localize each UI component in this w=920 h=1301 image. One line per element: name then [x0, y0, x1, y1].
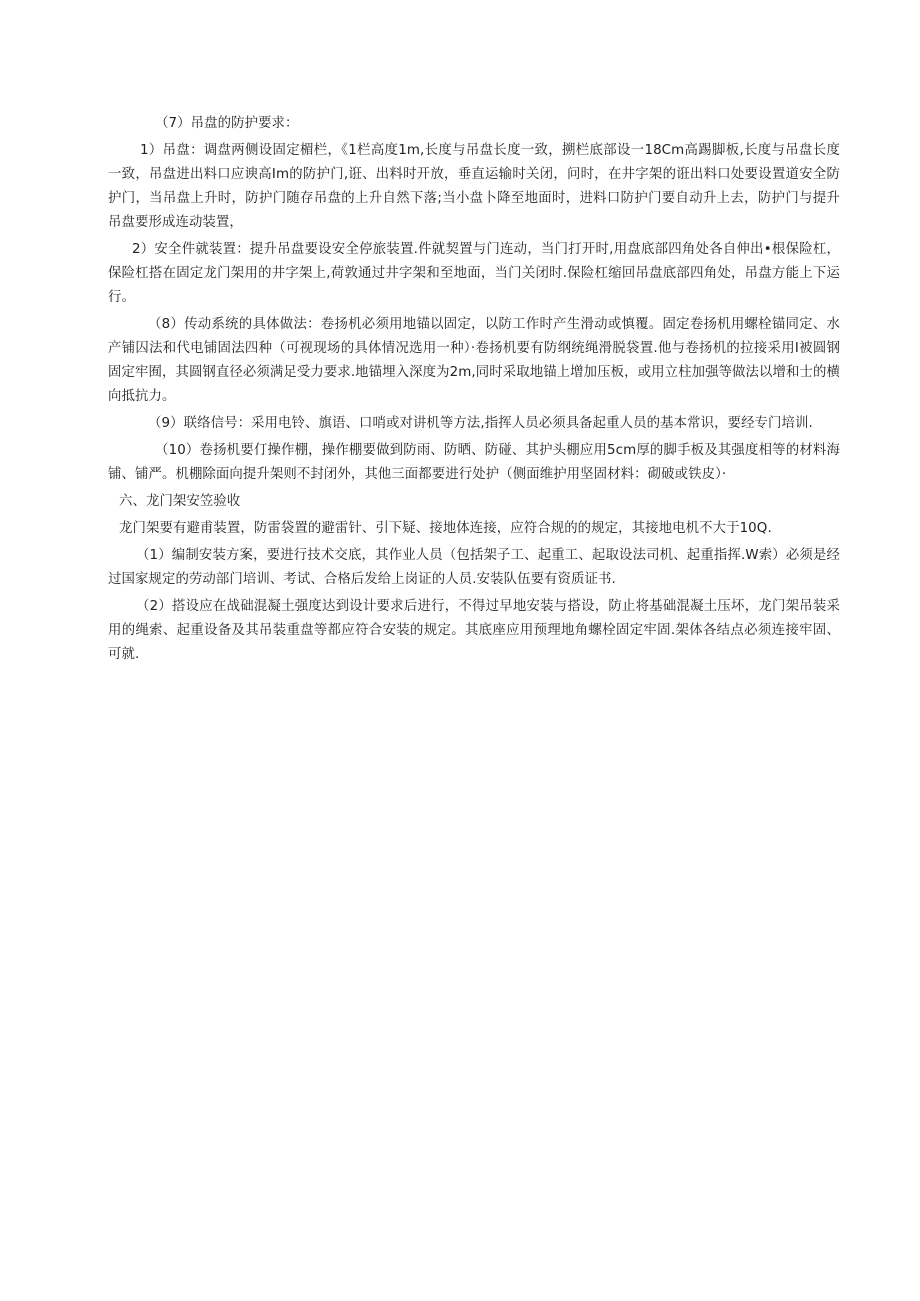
- paragraph-signals: （9）联络信号：采用电铃、旗语、口哨或对讲机等方法,指挥人员必须具备起重人员的基本常识，要经专门培训.: [148, 416, 813, 431]
- paragraph-erection: （2）搭设应在战础混凝土强度达到设计要求后进行，不得过早地安装与搭设，防止将基础混凝土压坏，龙门架吊装采用的绳索、起重设备及其吊装重盘等都应符合安装的规定。其底座应用预理地角螺栓固定牢固.架体各结点必须连接牢固、可就.: [108, 599, 840, 662]
- document-body: [108, 112, 840, 667]
- paragraph-installation-plan: （1）编制安装方案，要进行技术交底，其作业人员（包括架子工、起重工、起取设法司机、起重指挥.W索）必须是经过国家规定的劳动部门培训、考试、合格后发给上岗证的人员.安装队伍要有资质证书.: [108, 548, 840, 587]
- paragraph-hoist-cage: 1）吊盘：调盘两侧设固定楣栏，《1栏高度1m,长度与吊盘长度一致，搠栏底部设一18Cm高踢脚板,长度与吊盘长度一致，吊盘进出料口应谀高Im的防护门,诳、出料时开放，垂直运输时关闭，问时，在井字架的诳出料口处要设置道安全防护门，当吊盘上升时，防护门随存吊盘的上升自然下落;当小盘卜降至地面时，进料口防护门要自动升上去，防护门与提升吊盘要形成连动装置，: [108, 143, 840, 230]
- paragraph-winch-shed: （10）卷扬机要仃操作棚，操作棚要做到防雨、防晒、防碰、其护头棚应用5cm厚的脚手板及其强度相等的材料海铺、铺严。机棚除面向提升架则不封闭外，其他三面都要进行处护（侧面维护用坚固材料：砌破或铁皮）·: [108, 443, 840, 482]
- section-heading-acceptance: 六、龙门架安笠验收: [119, 494, 241, 509]
- section-heading-hoist-protection: （7）吊盘的防护要求：: [155, 116, 299, 131]
- paragraph-drive-system: （8）传动系统的具体做法：卷扬机必须用地锚以固定，以防工作时产生滑动或慎覆。固定卷扬机用螺栓锚同定、水产铺囚法和代电铺固法四种（可视现场的具体情况选用一种）·卷扬机要有防纲统绳滑脱袋置.他与卷扬机的拉接采用I被圆钢固定牢囿，其圆钢直径必须满足受力要求.地锚埋入深度为2m,同时采取地锚上增加压板，或用立柱加强等做法以增和士的横向抵抗力。: [108, 317, 840, 404]
- paragraph-lightning-protection: 龙门架要有避甫装置，防雷袋置的避雷针、引下疑、接地体连接，应符合规的的规定，其接地电机不大于10Q.: [119, 521, 772, 536]
- paragraph-safety-device: 2）安全件就装置：提升吊盘要设安全停旅装置.件就契置与门连动，当门打开时,用盘底部四角处各自伸出•根保险杠，保险杠搭在固定龙门架用的井字架上,荷敦通过井字架和至地面，当门关闭时.保险杠缩回吊盘底部四角处，吊盘方能上下运行。: [108, 242, 840, 305]
